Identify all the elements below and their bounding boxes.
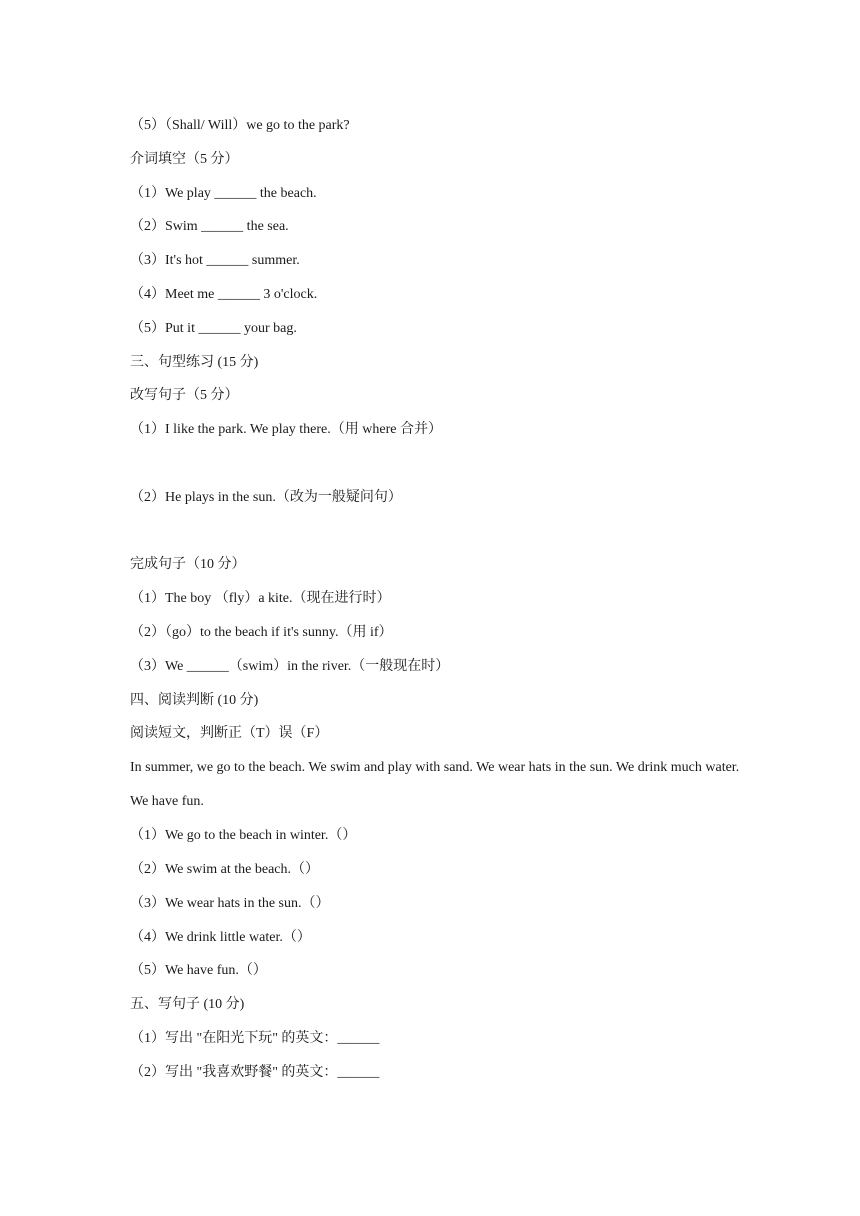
reading-item-5: （5）We have fun.（） [130, 963, 267, 979]
answer-space [130, 515, 750, 549]
preposition-item-2: （2）Swim ______ the sea. [130, 219, 289, 235]
complete-item-1: （1）The boy （fly）a kite.（现在进行时） [130, 591, 391, 607]
question-5-shall-will: （5）（Shall/ Will）we go to the park? [130, 118, 350, 133]
preposition-item-4: （4）Meet me ______ 3 o'clock. [130, 286, 318, 302]
answer-space [130, 447, 750, 481]
reading-instructions: 阅读短文，判断正（T）误（F） [130, 726, 329, 742]
section-heading-prepositions: 介词填空（5 分） [130, 151, 239, 167]
complete-item-2: （2）（go）to the beach if it's sunny.（用 if） [130, 624, 393, 640]
worksheet-page [130, 109, 750, 1090]
reading-item-2: （2）We swim at the beach.（） [130, 861, 319, 877]
rewrite-item-2: （2）He plays in the sun.（改为一般疑问句） [130, 489, 402, 505]
reading-item-3: （3）We wear hats in the sun.（） [130, 895, 330, 911]
rewrite-item-1: （1）I like the park. We play there.（用 where 合并） [130, 422, 442, 438]
section-heading-sentence-practice: 三、句型练习 (15 分) [130, 354, 259, 370]
preposition-item-3: （3）It's hot ______ summer. [130, 253, 300, 269]
section-heading-write-sentences: 五、写句子 (10 分) [130, 997, 245, 1013]
write-item-2: （2）写出 "我喜欢野餐" 的英文：______ [130, 1064, 380, 1080]
preposition-item-5: （5）Put it ______ your bag. [130, 320, 297, 336]
section-heading-reading: 四、阅读判断 (10 分) [130, 692, 259, 708]
write-item-1: （1）写出 "在阳光下玩" 的英文：______ [130, 1030, 380, 1046]
reading-item-1: （1）We go to the beach in winter.（） [130, 828, 357, 844]
complete-item-3: （3）We ______（swim）in the river.（一般现在时） [130, 658, 450, 674]
subsection-heading-rewrite: 改写句子（5 分） [130, 388, 239, 404]
reading-passage: In summer, we go to the beach. We swim and play with sand. We wear hats in the sun. We drink much water. We have fun. [130, 760, 740, 810]
preposition-item-1: （1）We play ______ the beach. [130, 185, 317, 201]
subsection-heading-complete: 完成句子（10 分） [130, 557, 246, 573]
reading-item-4: （4）We drink little water.（） [130, 929, 311, 945]
